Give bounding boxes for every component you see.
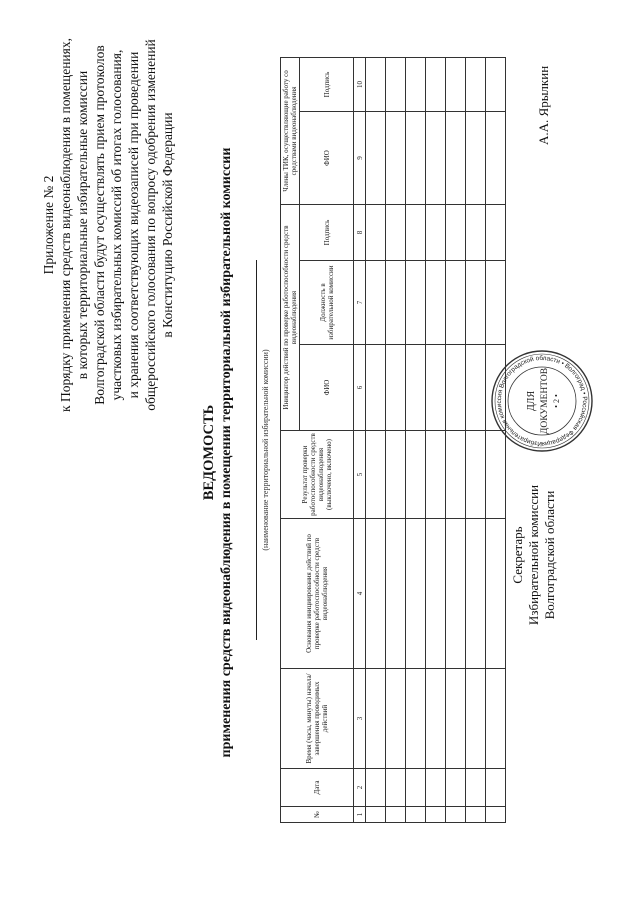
table-cell	[466, 205, 486, 261]
table-cell	[386, 112, 406, 205]
column-number: 10	[354, 57, 366, 111]
table-cell	[366, 57, 386, 111]
table-cell	[426, 431, 446, 519]
table-cell	[366, 345, 386, 431]
table-row	[386, 57, 406, 822]
document-title: ВЕДОМОСТЬ	[201, 404, 217, 501]
table-cell	[406, 431, 426, 519]
column-number-row	[354, 57, 366, 822]
table-cell	[386, 807, 406, 823]
table-cell	[446, 769, 466, 807]
appendix-line: в Конституцию Российской Федерации	[160, 112, 175, 338]
official-seal	[490, 349, 594, 453]
table-cell	[406, 205, 426, 261]
table-cell	[446, 807, 466, 823]
table-cell	[366, 112, 386, 205]
appendix-line: к Порядку применения средств видеонаблюдения в помещениях,	[58, 38, 73, 412]
table-cell	[446, 205, 466, 261]
table-cell	[386, 261, 406, 345]
table-cell	[366, 769, 386, 807]
table-cell	[386, 769, 406, 807]
table-cell	[486, 205, 506, 261]
header-initiator-position: Должность в избирательной комиссии	[300, 261, 354, 345]
table-cell	[406, 261, 426, 345]
seal-center-line: • 2 •	[552, 394, 561, 408]
table-cell	[426, 519, 446, 669]
table-cell	[426, 345, 446, 431]
table-cell	[466, 669, 486, 769]
table-cell	[426, 807, 446, 823]
header-date: Дата	[281, 769, 354, 807]
table-cell	[486, 519, 506, 669]
header-time: Время (часы, минуты) начала/завершения проводимых действий	[281, 669, 354, 769]
table-cell	[486, 807, 506, 823]
column-number: 4	[354, 519, 366, 669]
table-cell	[366, 807, 386, 823]
table-cell	[366, 261, 386, 345]
table-cell	[426, 261, 446, 345]
table-cell	[426, 57, 446, 111]
appendix-line: участковых избирательных комиссий об итогах голосования,	[109, 49, 124, 401]
appendix-line: и хранения соответствующих видеозаписей при проведении	[126, 51, 141, 399]
table-cell	[486, 669, 506, 769]
table-row	[426, 57, 446, 822]
table-cell	[486, 112, 506, 205]
table-cell	[446, 112, 466, 205]
table-row	[446, 57, 466, 822]
header-num: №	[281, 807, 354, 823]
document-subtitle: применения средств видеонаблюдения в помещении территориальной избирательной комиссии	[219, 147, 234, 758]
table-cell	[446, 669, 466, 769]
header-initiator-group: Инициатор действий по проверке работоспособности средств видеонаблюдения	[281, 205, 300, 431]
column-number: 8	[354, 205, 366, 261]
header-member-group: Члены ТИК, осуществляющие работу со средствами видеонаблюдения	[281, 57, 300, 204]
signer-position-line: Избирательной комиссии	[526, 484, 541, 626]
table-row	[406, 57, 426, 822]
table-cell	[466, 112, 486, 205]
table-cell	[406, 57, 426, 111]
table-cell	[406, 112, 426, 205]
appendix-line: в которых территориальные избирательные комиссии	[75, 70, 90, 380]
column-number: 2	[354, 769, 366, 807]
table-cell	[466, 261, 486, 345]
table-cell	[466, 345, 486, 431]
header-result: Результат проверки работоспособности средств видеонаблюдения (выключено, включено)	[281, 431, 354, 519]
table-cell	[446, 57, 466, 111]
column-number: 5	[354, 431, 366, 519]
table-cell	[366, 431, 386, 519]
signer-position	[510, 445, 558, 665]
appendix-line: Волгоградской области будут осуществлять прием протоколов	[92, 45, 107, 405]
table-row	[466, 57, 486, 822]
table-cell	[386, 431, 406, 519]
header-initiator-signature: Подпись	[300, 205, 354, 261]
appendix-line: общероссийского голосования по вопросу одобрения изменений	[143, 39, 158, 411]
column-number: 7	[354, 261, 366, 345]
table-cell	[466, 769, 486, 807]
table-cell	[466, 431, 486, 519]
signer-position-line: Секретарь	[510, 526, 525, 584]
table-cell	[446, 261, 466, 345]
table-cell	[406, 519, 426, 669]
header-initiator-name: ФИО	[300, 345, 354, 431]
seal-center-line: ДЛЯ	[526, 390, 537, 412]
table-cell	[406, 345, 426, 431]
org-name-line	[256, 260, 257, 640]
table-cell	[386, 345, 406, 431]
table-cell	[366, 205, 386, 261]
table-cell	[426, 205, 446, 261]
seal-outer-text: Избирательная комиссия Волгоградской области • Волгоград • Российская Федерация	[495, 354, 589, 448]
table-cell	[446, 519, 466, 669]
signer-position-line: Волгоградской области	[542, 490, 557, 620]
column-number: 1	[354, 807, 366, 823]
table-cell	[466, 519, 486, 669]
table-cell	[486, 261, 506, 345]
table-cell	[406, 769, 426, 807]
table-cell	[426, 112, 446, 205]
appendix-block	[40, 15, 176, 435]
table-cell	[406, 807, 426, 823]
column-number: 3	[354, 669, 366, 769]
table-row	[366, 57, 386, 822]
table-cell	[466, 57, 486, 111]
table-cell	[386, 669, 406, 769]
table-cell	[446, 345, 466, 431]
table-body	[366, 57, 506, 822]
header-member-name: ФИО	[300, 112, 354, 205]
table-cell	[366, 669, 386, 769]
table-cell	[406, 669, 426, 769]
column-number: 9	[354, 112, 366, 205]
table-cell	[366, 519, 386, 669]
table-cell	[486, 57, 506, 111]
table-cell	[446, 431, 466, 519]
table-cell	[386, 57, 406, 111]
table-cell	[386, 205, 406, 261]
table-cell	[486, 769, 506, 807]
log-table	[280, 57, 506, 823]
org-caption: (наименование территориальной избирательной комиссии)	[261, 349, 270, 551]
table-cell	[466, 807, 486, 823]
seal-center-line: ДОКУМЕНТОВ	[540, 367, 550, 435]
column-number: 6	[354, 345, 366, 431]
signer-name: А.А. Ярылкин	[536, 65, 551, 145]
header-member-signature: Подпись	[300, 57, 354, 111]
appendix-line: Приложение № 2	[41, 175, 56, 275]
table-cell	[386, 519, 406, 669]
table-cell	[426, 669, 446, 769]
header-reason: Основания инициирования действий по проверке работоспособности средств видеонаблюдения	[281, 519, 354, 669]
table-cell	[426, 769, 446, 807]
